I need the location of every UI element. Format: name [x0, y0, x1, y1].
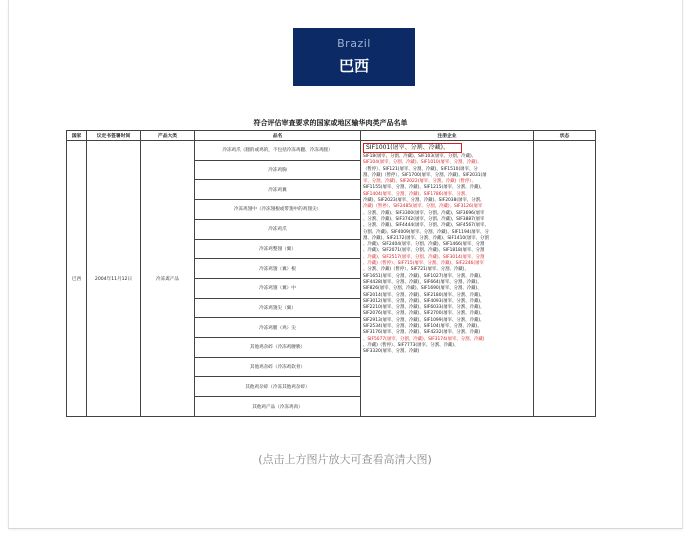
enterprise-line: SIF2534(屠宰、分割、冷藏)、SIF104(屠宰、分割、冷藏)、	[363, 324, 482, 330]
enterprise-line: SIF3012(屠宰、分割、冷藏)、SIF4093(屠宰、分割、冷藏)、	[363, 298, 485, 304]
country-cell: 巴西	[67, 141, 87, 417]
enterprise-line: 分割、冷藏)、SIF4009(屠宰、分割、冷藏)、SIF1194(屠宰、分	[363, 229, 489, 235]
enterprise-line: 、冷藏)（暂停）、SIF7773(屠宰、分割、冷藏)、	[363, 342, 459, 348]
product-cell: 冷冻鸡爪	[195, 219, 361, 239]
enterprise-line: 、分割、冷藏)、SIF3742(屠宰、分割、冷藏)、SIF3887(屠宰	[363, 216, 485, 222]
product-cell: 冷冻鸡腿（鸡）尖	[195, 318, 361, 338]
col-header: 品名	[195, 131, 361, 141]
enterprise-line: 宰、分割、冷藏)、SIF2022(屠宰、分割、冷藏)（暂停）、	[363, 179, 476, 185]
enterprise-line: （暂停）、SIF121(屠宰、分割、冷藏)、SIF1510(屠宰、分	[363, 166, 478, 172]
enterprise-line: 、冷藏)、SIF2071(屠宰、分割、冷藏)、SIF1818(屠宰、分割	[363, 248, 485, 254]
signed-date-cell: 2004年11月12日	[87, 141, 141, 417]
enterprise-line: SIF1404(屠宰、分割、冷藏)、SIF1786(屠宰、分割、	[363, 191, 470, 197]
enterprise-list	[363, 154, 531, 356]
product-cell: 冷冻鸡翼	[195, 180, 361, 200]
enterprise-line: 割、冷藏)（暂停）、SIF1700(屠宰、分割、冷藏)、SIF2031(屠	[363, 172, 487, 178]
document-image[interactable]	[66, 117, 595, 418]
product-cell: 冷冻鸡胸	[195, 160, 361, 180]
product-cell: 冷冻鸡翅中（冷冻翅根或带翅中的鸡翅尖）	[195, 200, 361, 220]
col-header: 状态	[534, 131, 596, 141]
product-cell: 其他鸡产品（冷冻鸡肉）	[195, 397, 361, 417]
product-cell: 其他鸡杂碎（冷冻鸡软骨）	[195, 357, 361, 377]
category-cell: 冷冻禽产品	[141, 141, 195, 417]
product-cell: 冷冻鸡翅（翼）根	[195, 259, 361, 279]
enterprise-line: SIF18(屠宰、分割、冷藏)、SIF103(屠宰、分割、冷藏)、	[363, 154, 477, 159]
enterprise-line: SIF2913(屠宰、分割、冷藏)、SIF1099(屠宰、分割、冷藏)、	[363, 317, 485, 323]
status-cell	[534, 141, 596, 417]
enterprise-line: 割、冷藏)、SIF2172(屠宰、分割、冷藏)、SIF1410(屠宰、分割	[363, 235, 489, 241]
enterprise-line: SIF1155(屠宰、分割、冷藏)、SIF1215(屠宰、分割、冷藏)、	[363, 185, 485, 191]
highlighted-enterprise: SIF1001(屠宰、分割、冷藏)、	[363, 143, 462, 153]
enterprise-line: SIF826(屠宰、分割、冷藏)、SIF1690(屠宰、分割、冷藏)、	[363, 286, 482, 292]
product-cell: 其他鸡杂碎（冷冻其他鸡杂碎）	[195, 377, 361, 397]
table-row	[67, 141, 596, 161]
product-table	[66, 130, 596, 417]
enterprise-line: 冷藏)、SIF2023(屠宰、分割、冷藏)、SIF2038(屠宰、分割、	[363, 198, 485, 204]
image-caption: (点击上方图片放大可查看高清大图)	[258, 453, 432, 466]
enterprise-line: SIF3320(屠宰、分割、冷藏)	[363, 349, 420, 355]
enterprise-line: 、分割、冷藏)（暂停）、SIF721(屠宰、分割、冷藏)、	[363, 267, 469, 273]
product-cell: 冷冻鸡整翅（翼）	[195, 239, 361, 259]
enterprise-line: 、冷藏)、SIF2517(屠宰、分割、冷藏)、SIF3014(屠宰、分割	[363, 254, 485, 260]
product-cell: 冷冻鸡翅（翼）中	[195, 278, 361, 298]
enterprise-line: SIF3176(屠宰、分割、冷藏)、SIF4232(屠宰、分割、冷藏)	[363, 330, 481, 336]
country-name-zh: 巴西	[338, 57, 369, 75]
enterprise-line: SIF2210(屠宰、分割、冷藏)、SIF6033(屠宰、分割、冷藏)、	[363, 305, 485, 311]
enterprise-line: 、SIF5077(屠宰、分割、冷藏)、SIF3174(屠宰、分割、冷藏)	[363, 336, 485, 342]
col-header: 国家	[67, 131, 87, 141]
col-header: 产品大类	[141, 131, 195, 141]
document-title: 符合评估审查要求的国家或地区输华肉类产品名单	[253, 119, 408, 127]
enterprise-line: SIF1651(屠宰、分割、冷藏)、SIF1027(屠宰、分割、冷藏)、	[363, 273, 485, 279]
enterprise-line: 、冷藏)（暂停）、SIF715(屠宰、分割、冷藏)、SIF2246(屠宰	[363, 261, 484, 267]
enterprise-line: 、冷藏)、SIF2404(屠宰、分割、冷藏)、SIF1466(屠宰、分割	[363, 242, 485, 248]
product-cell: 冷冻鸡翅尖（翼）	[195, 298, 361, 318]
col-header: 议定书签署时间	[87, 131, 141, 141]
country-name-en: Brazil	[337, 37, 371, 50]
enterprise-line: SIF4428(屠宰、分割、冷藏)、SIF664(屠宰、分割、冷藏)、	[363, 279, 482, 285]
enterprise-cell	[361, 141, 534, 417]
product-cell: 冷冻鸡爪（腿的或鸡的，不包括冷冻鸡翻、冷冻鸡腿）	[195, 141, 361, 161]
enterprise-line: 、分割、冷藏)、SIF3300(屠宰、分割、冷藏)、SIF3696(屠宰	[363, 210, 485, 216]
col-header: 注册企业	[361, 131, 534, 141]
enterprise-line: SIF104(屠宰、分割、冷藏)、SIF1010(屠宰、分割、冷藏)、	[363, 160, 482, 166]
country-badge	[293, 28, 415, 86]
enterprise-line: 、分割、冷藏)、SIF4444(屠宰、分割、冷藏)、SIF4567(屠宰、	[363, 223, 489, 229]
table-header-row	[67, 131, 596, 141]
product-cell: 其他鸡杂碎（冷冻鸡腰胰）	[195, 338, 361, 358]
enterprise-line: 冷藏)（暂停）、SIF2485(屠宰、分割、冷藏)、SIF3126(屠宰	[363, 204, 483, 210]
enterprise-line: SIF2076(屠宰、分割、冷藏)、SIF2700(屠宰、分割、冷藏)、	[363, 311, 485, 317]
enterprise-line: SIF2014(屠宰、分割、冷藏)、SIF2180(屠宰、分割、冷藏)、	[363, 292, 485, 298]
